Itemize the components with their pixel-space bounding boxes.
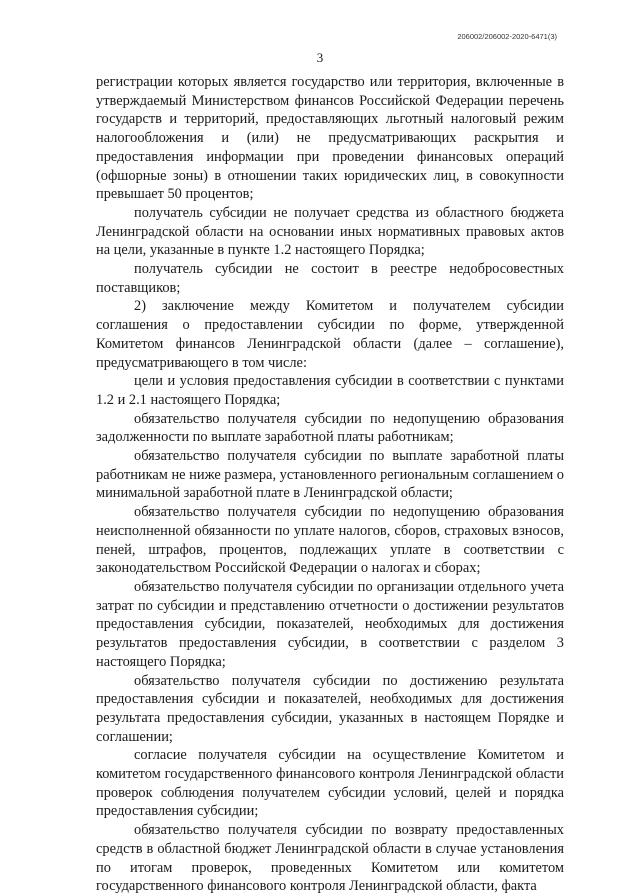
paragraph: цели и условия предоставления субсидии в соответствии с пунктами 1.2 и 2.1 настоящего Порядка;	[96, 373, 564, 408]
paragraph: обязательство получателя субсидии по организации отдельного учета затрат по субсидии и представлению отчетности о достижении результатов предоставления субсидии, показателей, необходимых для достижения результатов предоставления субсидии, в соответствии с разделом 3 настоящего Порядка;	[96, 578, 564, 670]
paragraph: обязательство получателя субсидии по возврату предоставленных средств в областной бюджет Ленинградской области в случае установления по итогам проверок, проведенных Комитетом или комитетом государственного финансового контроля Ленинградской области, факта	[96, 822, 564, 895]
paragraph: согласие получателя субсидии на осуществление Комитетом и комитетом государственного финансового контроля Ленинградской области проверок соблюдения получателем субсидии условий, целей и порядка предоставления субсидии;	[96, 747, 564, 820]
document-body	[96, 73, 564, 896]
paragraph: регистрации которых является государство или территория, включенные в утверждаемый Министерством финансов Российской Федерации перечень государств и территорий, предоставляющих льготный налоговый режим налогообложения и (или) не предусматривающих раскрытия и предоставления информации при проведении финансовых операций (офшорные зоны) в отношении таких юридических лиц, в совокупности превышает 50 процентов;	[96, 74, 564, 203]
paragraph: получатель субсидии не состоит в реестре недобросовестных поставщиков;	[96, 261, 564, 296]
document-id: 206002/206002-2020-6471(3)	[457, 32, 557, 41]
paragraph: обязательство получателя субсидии по достижению результата предоставления субсидии и показателей, необходимых для достижения результата предоставления субсидии, указанных в настоящем Порядке и соглашении;	[96, 672, 564, 745]
paragraph: 2) заключение между Комитетом и получателем субсидии соглашения о предоставлении субсидии по форме, утвержденной Комитетом финансов Ленинградской области (далее – соглашение), предусматривающего в том числе:	[96, 298, 564, 371]
paragraph: обязательство получателя субсидии по выплате заработной платы работникам не ниже размера, установленного региональным соглашением о минимальной заработной плате в Ленинградской области;	[96, 448, 564, 502]
page-number: 3	[316, 50, 324, 65]
paragraph: обязательство получателя субсидии по недопущению образования задолженности по выплате заработной платы работникам;	[96, 410, 564, 446]
paragraph: получатель субсидии не получает средства из областного бюджета Ленинградской области на основании иных нормативных правовых актов на цели, указанные в пункте 1.2 настоящего Порядка;	[96, 204, 564, 259]
paragraph: обязательство получателя субсидии по недопущению образования неисполненной обязанности по уплате налогов, сборов, страховых взносов, пеней, штрафов, процентов, подлежащих уплате в соответствии с законодательством Российской Федерации о налогах и сборах;	[96, 504, 564, 577]
